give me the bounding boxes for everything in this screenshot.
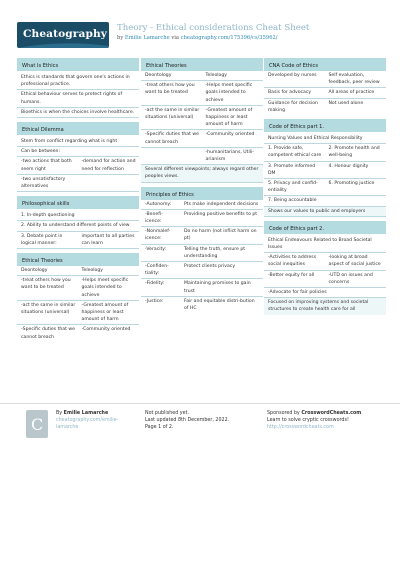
table-cell: -Autonomy: — [145, 201, 172, 207]
table-cell: -Greatest amount of happiness or least amount of harm — [81, 302, 129, 323]
table-cell: 5. Privacy and confid-entiality — [268, 181, 318, 194]
section-code-part-1 — [264, 119, 386, 217]
table-cell: important to all parties can learn — [81, 233, 135, 246]
avatar-letter: C — [31, 415, 44, 434]
table-cell: Not used alone — [328, 100, 364, 106]
table-cell: Providing positive benefits to pt — [184, 211, 258, 217]
table-cell: 3. Promote informed DM — [268, 163, 316, 176]
section-heading: What Is Ethics — [17, 58, 139, 71]
list-item: Focused on improving systems and societal structures to create health care for all — [264, 298, 386, 314]
table-row — [264, 71, 386, 88]
footer-by-label: By — [56, 411, 63, 416]
byline — [117, 35, 278, 41]
table-cell: -Benefi-icence: — [145, 211, 163, 225]
table-cell: -Specific duties that we cannot breach — [145, 132, 199, 145]
section-ethical-theories — [17, 253, 139, 342]
section-heading: Ethical Dilemma — [17, 122, 139, 135]
table-cell: Fair and equitable distri-bution of HC — [184, 298, 255, 312]
section-heading: Ethical Theories — [141, 58, 263, 71]
table-cell: All areas of practice — [328, 90, 375, 96]
table-row — [264, 253, 386, 270]
section-ethical-dilemma — [17, 122, 139, 192]
published-status: Not published yet. — [145, 411, 189, 416]
section-intro: Ethical Endeavours Related to Broad Societal Issues — [264, 234, 386, 253]
list-item: Can be between: — [17, 147, 139, 157]
table-row — [17, 325, 139, 341]
table-cell: -act the same in similar situations (universal) — [21, 302, 76, 316]
section-intro: Nursing Values and Ethical Responsibility — [264, 132, 386, 144]
list-item: Stem from conflict regarding what is right — [17, 135, 139, 147]
table-cell: Teleology — [81, 268, 103, 274]
table-row — [141, 81, 263, 106]
table-row — [141, 297, 263, 313]
author-link[interactable]: Emilie Lamarche — [124, 35, 170, 41]
table-cell: -Nonmalef-icence: — [145, 229, 171, 242]
sponsor-url[interactable]: http://crosswordcheats.com — [267, 425, 334, 430]
table-cell: 6. Promoting justice — [328, 181, 375, 187]
table-row — [17, 175, 139, 192]
section-principles-of-ethics — [141, 187, 263, 314]
table-cell: -Veracity: — [145, 246, 167, 252]
table-cell: Do no harm (not inflict harm on pt) — [184, 229, 257, 242]
list-item: Ethical behaviour serves to protect rights of humans. — [17, 90, 139, 107]
column-1 — [17, 58, 139, 346]
table-cell: Telling the truth, ensure pt understanding — [184, 246, 246, 259]
sheet-url-link[interactable]: cheatography.com/175396/cs/35962/ — [180, 35, 278, 41]
table-row — [264, 99, 386, 115]
footer-author-name[interactable]: Emilie Lamarche — [63, 411, 109, 416]
table-cell: -treat others how you want to be treated — [21, 278, 71, 291]
footer-author-url[interactable]: cheatography.com/emilie-lamarche — [56, 418, 119, 430]
section-code-part-2 — [264, 221, 386, 315]
table-cell: Pts make independent decisions — [184, 201, 259, 207]
column-3 — [264, 58, 386, 319]
table-row — [17, 266, 139, 276]
table-cell: Developed by nurses — [268, 73, 317, 78]
section-philosophical-skills — [17, 196, 139, 249]
sponsor-name[interactable]: CrosswordCheats.com — [301, 411, 362, 416]
table-row — [264, 271, 386, 288]
table-cell: -looking at broad aspect of social justice — [328, 255, 381, 268]
table-cell: -treat others how you want to be treated — [145, 83, 195, 96]
table-cell: Protect clients privacy — [184, 264, 236, 270]
list-item: Bioethics is when the choices involve healthcare. — [17, 108, 139, 118]
table-row — [141, 106, 263, 131]
table-row — [141, 200, 263, 210]
table-cell: -UTD on issues and concerns — [328, 272, 373, 285]
table-row — [264, 144, 386, 161]
table-row — [17, 232, 139, 249]
section-what-is-ethics — [17, 58, 139, 118]
table-row — [141, 210, 263, 227]
table-row — [141, 71, 263, 81]
table-cell: -humanitarians, Utili-arianism — [205, 149, 254, 163]
table-cell: -two actions that both seem right — [21, 159, 72, 172]
list-item: Ethics is standards that govern one's actions in professional practice. — [17, 71, 139, 90]
table-cell: -Fidelity: — [145, 281, 165, 287]
sponsor-tagline: Learn to solve cryptic crosswords! — [267, 418, 349, 423]
table-row — [264, 88, 386, 98]
table-cell: 2. Promote health and well-being — [328, 146, 380, 159]
footer-publish-info — [145, 410, 229, 431]
table-cell: -act the same in similar situations (universal) — [145, 107, 200, 121]
table-row — [141, 130, 263, 147]
table-cell: -two unsatisfactory alternatives — [21, 176, 66, 190]
table-cell: -Specific duties that we cannot breach — [21, 327, 75, 340]
table-cell — [141, 148, 203, 164]
section-heading: CNA Code of Ethics — [264, 58, 386, 71]
table-row — [141, 227, 263, 244]
section-cna-code — [264, 58, 386, 115]
table-cell: -Better equity for all — [268, 272, 315, 278]
column-2 — [141, 58, 263, 317]
table-cell: Deontology — [21, 268, 48, 274]
cheatography-logo[interactable] — [17, 22, 109, 48]
list-item: 1. In-depth questioning — [17, 209, 139, 221]
byline-prefix: by — [117, 35, 124, 41]
sponsor-prefix: Sponsored by — [267, 411, 300, 416]
table-cell: -demand for action and need for reflection — [81, 159, 136, 172]
footer-sponsor — [267, 410, 361, 431]
table-cell: -Greatest amount of happiness or least amount of harm — [205, 107, 253, 128]
section-heading: Philosophical skills — [17, 196, 139, 209]
section-note: Several different viewpoints; always regard other peoples views. — [141, 165, 263, 182]
table-cell: -Community oriented — [205, 132, 255, 138]
page-number: Page 1 of 2. — [145, 425, 174, 430]
logo-swoosh-icon — [17, 40, 109, 48]
section-heading: Ethical Theories — [17, 253, 139, 266]
header — [0, 0, 400, 58]
last-updated: Last updated 8th December, 2022. — [145, 418, 230, 423]
footer-author — [56, 410, 118, 431]
table-cell: -Helps meet specific goals intended to achieve — [205, 83, 253, 103]
table-cell — [79, 175, 140, 191]
table-cell: Deontology — [145, 73, 172, 78]
table-cell: Self evaluation, feedback, peer review — [328, 73, 380, 86]
table-row — [17, 301, 139, 326]
table-cell: 1. Provide safe, competent ethical care — [268, 146, 322, 159]
footer — [0, 403, 400, 463]
table-row — [264, 162, 386, 179]
logo-text: Cheatography — [23, 28, 108, 40]
table-cell: 4. Honour dignity — [328, 163, 369, 169]
table-row — [141, 262, 263, 279]
list-item: 7. Being accountable — [264, 196, 386, 206]
avatar[interactable] — [26, 410, 48, 438]
table-row — [264, 179, 386, 196]
table-cell: Teleology — [205, 73, 227, 78]
table-cell: -Activities to address social inequities — [268, 255, 317, 268]
section-heading: Principles of Ethics — [141, 187, 263, 200]
table-cell: 3. Debate point in logical manner: — [21, 233, 63, 246]
table-cell: Maintaining promises to gain trust — [184, 281, 251, 294]
section-heading: Code of Ethics part 1. — [264, 119, 386, 132]
table-cell: Guidance for decision making — [268, 100, 318, 113]
table-cell: -Community oriented — [81, 327, 131, 333]
table-row — [17, 276, 139, 301]
table-row — [17, 157, 139, 174]
table-cell: -Helps meet specific goals intended to achieve — [81, 278, 129, 298]
table-row — [141, 245, 263, 262]
section-ethical-theories-2 — [141, 58, 263, 183]
byline-via: via — [171, 35, 180, 41]
table-row — [141, 279, 263, 296]
table-cell: -Confiden-tiality: — [145, 264, 169, 277]
table-cell: -Justice: — [145, 298, 164, 304]
table-cell: Basis for advocacy — [268, 90, 312, 96]
page-title: Theory - Ethical considerations Cheat Sheet — [117, 23, 310, 33]
list-item: 2. Ability to understand different points of view — [17, 221, 139, 231]
section-heading: Code of Ethics part 2. — [264, 221, 386, 234]
list-item: Shows our values to public and employers — [264, 207, 386, 217]
list-item: -Advocate for fair policies — [264, 288, 386, 298]
table-row — [141, 148, 263, 165]
